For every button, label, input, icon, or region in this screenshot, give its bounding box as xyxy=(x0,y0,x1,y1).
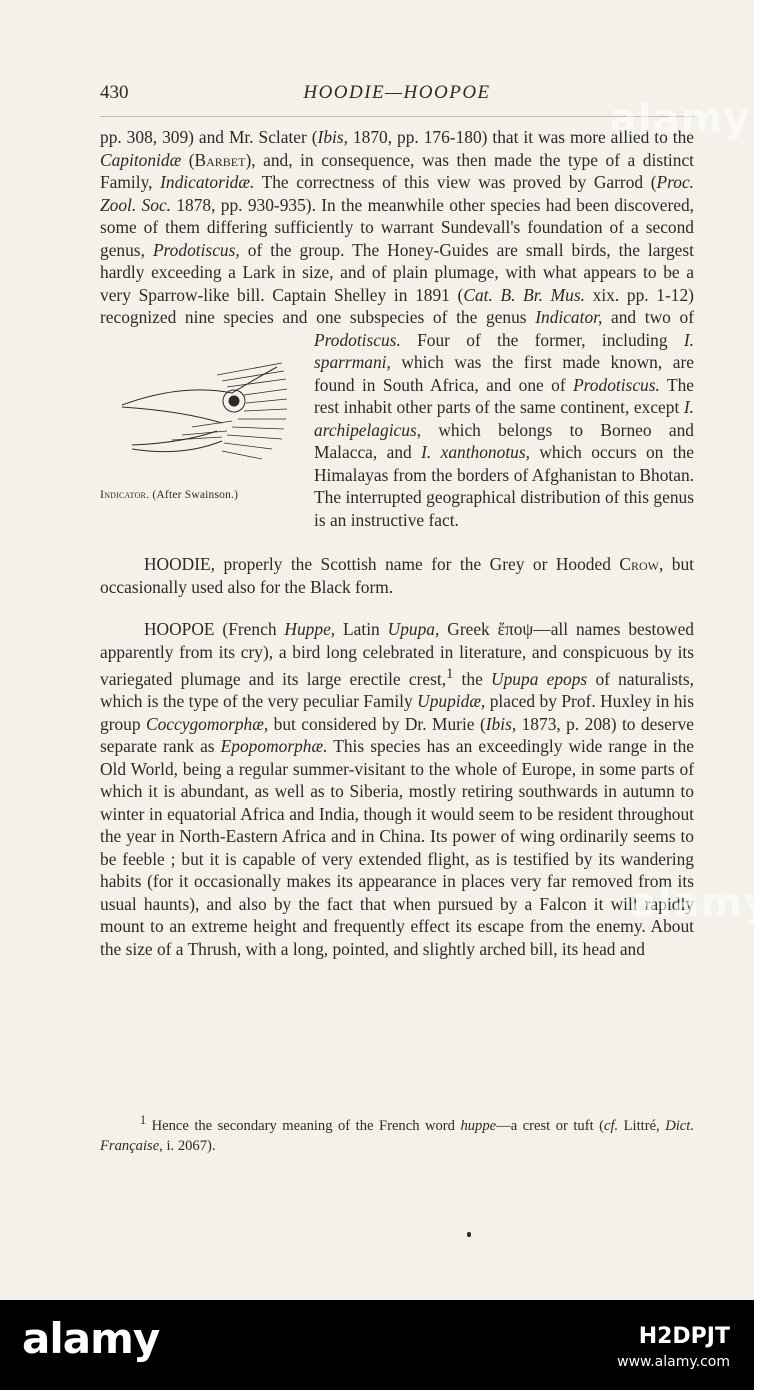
page-number: 430 xyxy=(100,82,129,103)
alamy-logo: alamy xyxy=(22,1314,160,1363)
header-rule xyxy=(100,116,694,117)
footnote-reference: 1 xyxy=(446,666,454,682)
indicator-bird-head-illustration xyxy=(112,345,292,475)
watermark-logo: alamy xyxy=(610,96,751,142)
page-header xyxy=(100,82,694,112)
figure-caption: Indicator. (After Swainson.) xyxy=(100,486,239,501)
image-id: H2DPJT xyxy=(638,1324,730,1349)
footnote: $^1$ Hence the secondary meaning of the French word huppe—a crest or tuft (cf. Littré, Dict. Française, i. 2067). xyxy=(100,1113,694,1154)
site-url: www.alamy.com xyxy=(617,1354,730,1370)
running-title: HOODIE—HOOPOE xyxy=(303,82,491,103)
printer-mark xyxy=(467,1232,471,1237)
paragraph-hoodie: HOODIE, properly the Scottish name for the Grey or Hooded Crow, but occasionally used also for the Black form. xyxy=(100,554,695,597)
body-text xyxy=(100,126,694,960)
watermark-logo: alamy xyxy=(630,880,770,926)
indicator-figure xyxy=(100,329,306,527)
paragraph-honey-guides: pp. 308, 309) and Mr. Sclater (Ibis, 1870, pp. 176-180) that it was more allied to the Capitonidæ (Barbet), and, in consequence, was then made the type of a distinct Family, Indicatoridæ. The correctness of this view was proved by Garrod (Proc. Zool. Soc. 1878, pp. 930-935). In the meanwhile other species had been discovered, some of them differing sufficiently to warrant Sundevall's foundation of a second genus, Prodotiscus, of the group. The Honey-Guides are small birds, the largest hardly exceeding a Lark in size, and of plain plumage, with what appears to be a very Sparrow-like bill. Captain Shelley in 1891 (Cat. B. Br. Mus. xix. pp. 1-12) recognized nine species and one subspecies of the genus Indicator. (After Swainson.) Indicator, and two of Prodotiscus. Four of the former, including I. sparrmani, which was the first made known, are found in South Africa, and one of Prodotiscus. The rest inhabit other parts of the same continent, except I. archipelagicus, which belongs to Borneo and Malacca, and I. xanthonotus, which occurs on the Himalayas from the borders of Afghanistan to Bhotan. The interrupted geographical distribution of this genus is an instructive fact. xyxy=(100,127,695,530)
stock-footer-bar xyxy=(0,1300,754,1390)
paragraph-hoopoe: HOOPOE (French Huppe, Latin Upupa, Greek ἔποψ—all names bestowed apparently from its cry), a bird long celebrated in literature, and conspicuous by its variegated plumage and its large erectile crest,$^1$ the Upupa epops of naturalists, which is the type of the very peculiar Family Upupidæ, placed by Prof. Huxley in his group Coccygomorphæ, but considered by Dr. Murie (Ibis, 1873, p. 208) to deserve separate rank as Epopomorphæ. This species has an exceedingly wide range in the Old World, being a regular summer-visitant to the whole of Europe, in some parts of which it is abundant, as well as to Siberia, mostly retiring southwards in autumn to winter in equatorial Africa and India, though it would seem to be resident throughout the year in North-Eastern Africa and in China. Its power of wing ordinarily seems to be feeble ; but it is capable of very extended flight, as is testified by its wandering habits (for it occasionally makes its appearance in places very far removed from its usual haunts), and also by the fact that when pursued by a Falcon it will rapidly mount to an extreme height and frequently effect its escape from the enemy. About the size of a Thrush, with a long, pointed, and slightly arched bill, its head and xyxy=(100,619,695,959)
